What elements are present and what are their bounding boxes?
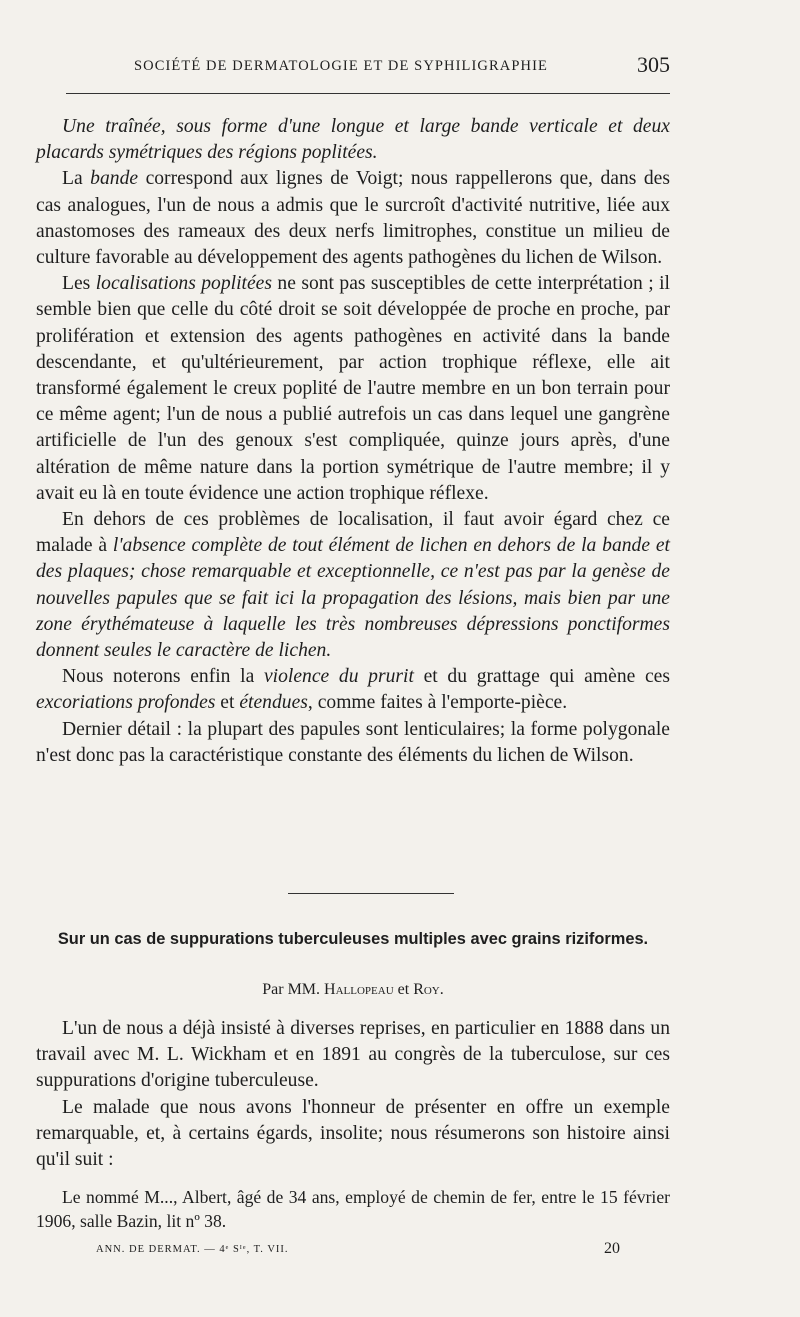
emphasis: excoriations profondes bbox=[36, 692, 216, 714]
section-divider bbox=[288, 893, 454, 894]
author-name: Roy bbox=[413, 981, 440, 998]
emphasis: violence du prurit bbox=[263, 666, 414, 688]
header-rule bbox=[66, 93, 670, 94]
running-title: SOCIÉTÉ DE DERMATOLOGIE ET DE SYPHILIGRAPHIE bbox=[134, 58, 548, 74]
article-text bbox=[36, 1016, 670, 1173]
paragraph-2: La bande correspond aux lignes de Voigt; nous rappellerons que, dans des cas analogues, l'un de nous a admis que le surcroît d'activité nutritive, liée aux anastomoses des rameaux des deux nerfs limitrophes, constitue un milieu de culture favorable au développement des agents pathogènes du lichen de Wilson. bbox=[36, 168, 670, 269]
paragraph-4: En dehors de ces problèmes de localisation, il faut avoir égard chez ce malade à l'absence complète de tout élément de lichen en dehors de la bande et des plaques; chose remarquable et exceptionnelle, ce n'est pas par la genèse de nouvelles papules que se fait ici la propagation des lésions, mais bien par une zone érythémateuse à laquelle les très nombreuses dépressions ponctiformes donnent seules le caractère de lichen. bbox=[36, 509, 670, 662]
section-text bbox=[36, 114, 670, 769]
article-paragraph-2: Le malade que nous avons l'honneur de présenter en offre un exemple remarquable, et, à certains égards, insolite; nous résumerons son histoire ainsi qu'il suit : bbox=[36, 1096, 670, 1171]
emphasis: l'absence complète de tout élément de lichen en dehors de la bande et des plaques; chose remarquable et exceptionnelle, ce n'est pas par la genèse de nouvelles papules que se fait ici la propagation des lésions, mais bien par une zone érythémateuse à laquelle les très nombreuses dépressions ponctiformes donnent seules le caractère de lichen. bbox=[36, 535, 670, 662]
signature-mark: 20 bbox=[604, 1240, 620, 1257]
page-number: 305 bbox=[637, 52, 670, 77]
emphasis: localisations poplitées bbox=[95, 273, 273, 295]
emphasis: bande bbox=[90, 168, 139, 190]
emphasis: étendues bbox=[239, 692, 308, 714]
article-authors: Par MM. Hallopeau et Roy. bbox=[262, 981, 444, 998]
journal-reference: ANN. DE DERMAT. — 4ᵉ Sᴵᵉ, T. VII. bbox=[96, 1244, 289, 1255]
page-footer bbox=[36, 1240, 670, 1260]
article-paragraph-1: L'un de nous a déjà insisté à diverses reprises, en particulier en 1888 dans un travail avec M. L. Wickham et en 1891 au congrès de la tuberculose, sur ces suppurations d'origine tuberculeuse. bbox=[36, 1018, 670, 1092]
paragraph-5: Nous noterons enfin la violence du prurit et du grattage qui amène ces excoriations profondes et étendues, comme faites à l'emporte-pièce. bbox=[36, 666, 671, 714]
paragraph-6: Dernier détail : la plupart des papules sont lenticulaires; la forme polygonale n'est donc pas la caractéristique constante des éléments du lichen de Wilson. bbox=[36, 718, 670, 766]
paragraph-1: Une traînée, sous forme d'une longue et large bande verticale et deux placards symétriques des régions poplitées. bbox=[36, 116, 670, 164]
observation-paragraph: Le nommé M..., Albert, âgé de 34 ans, employé de chemin de fer, entre le 15 février 1906, salle Bazin, lit nº 38. bbox=[36, 1187, 670, 1231]
article-title: Sur un cas de suppurations tuberculeuses multiples avec grains riziformes. bbox=[57, 930, 649, 948]
observation-text bbox=[36, 1186, 670, 1233]
page-header bbox=[36, 52, 670, 82]
author-name: Hallopeau bbox=[324, 981, 394, 998]
paragraph-3: Les localisations poplitées ne sont pas susceptibles de cette interprétation ; il semble bien que celle du côté droit se soit développée de proche en proche, par prolifération et extension des agents pathogènes en activité dans la bande descendante, et qu'ultérieurement, par action trophique réflexe, elle ait transformé également le creux poplité de l'autre membre en un bon terrain pour ce même agent; l'un de nous a publié autrefois un cas dans lequel une gangrène artificielle de l'un des genoux s'est compliquée, quinze jours après, d'une altération de même nature dans la portion symétrique de l'autre membre; il y avait eu là en toute évidence une action trophique réflexe. bbox=[36, 273, 670, 504]
